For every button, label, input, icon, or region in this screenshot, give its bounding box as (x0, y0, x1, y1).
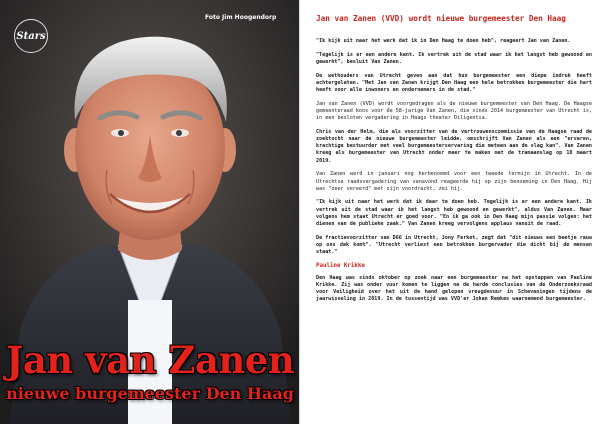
article-page (300, 0, 600, 424)
article-paragraph: Den Haag was sinds oktober op zoek naar een burgemeester na het opstappen van Pauline Krikke. Zij was onder vuur komen te liggen na de harde conclusies van de Onderzoeksraad voor Veiligheid over het uit de hand gelopen vreugdevuur in Scheveningen tijdens de jaarwisseling in 2019. In de tussentijd was VVD'er Johan Remkes waarnemend burgemeester. (316, 274, 592, 303)
article-title: Jan van Zanen (VVD) wordt nieuwe burgemeester Den Haag (316, 14, 566, 23)
article-paragraph: "Tegelijk is er een andere kant. Ik vertrek uit de stad waar ik het langst heb gewoond en gewerkt", besluit Van Zanen. (316, 51, 592, 65)
article-paragraph: "Ik kijk uit naar het werk dat ik daar te doen heb. Tegelijk is er een andere kant. Ik vertrek uit de stad waar ik het langst heb gewoond en gewerkt", aldus Van Zanen. Maar volgens hem staat Utrecht er goed voor. "En ik ga ook in Den Haag mijn passie volgen: het dienen van de publieke zaak." Van Zanen kreeg vervolgens applaus vanuit de raad. (316, 199, 592, 228)
article (316, 14, 592, 310)
logo-text: Stars (16, 30, 46, 42)
subheadline: nieuwe burgemeester Den Haag (6, 384, 294, 403)
article-subheading: Pauline Krikke (316, 262, 365, 269)
photo-credit: Foto Jim Hoogendorp (205, 14, 277, 21)
article-paragraph: Jan van Zanen (VVD) wordt voorgedragen als de nieuwe burgemeester van Den Haag. De Haagse gemeenteraad koos voor de 58-jarige Van Zanen, die sinds 2014 burgemeester van Utrecht is, in een besloten vergadering in Haags theater Diligentia. (316, 100, 593, 122)
stars-logo (14, 19, 48, 53)
article-paragraph: "Ik kijk uit naar het werk dat ik in Den Haag te doen heb", reageert Jan van Zanen. (316, 38, 571, 44)
article-paragraph: De fractievoorzitter van D66 in Utrecht, Jony Ferket, zegt dat "dit nieuws een beetje rauw op ons dak komt". "Utrecht verliest een betrokken burgervader die dicht bij de mensen staat." (316, 234, 593, 256)
article-paragraph: De wethouders van Utrecht geven aan dat hun burgemeester een diepe indruk heeft achtergelaten. "Met Jan van Zanen krijgt Den Haag een hele betrokken burgemeester die hart heeft voor alle inwoners en ondernemers in de stad." (316, 72, 593, 94)
article-paragraph: Van Zanen werd in januari nog herbenoemd voor een tweede termijn in Utrecht. In de Utrechtse raadsvergadering van vanavond reageerde hij op zijn benoeming in Den Haag. Hij was "zeer vereerd" met zijn voordracht, zei hij. (316, 171, 592, 192)
article-paragraph: Chris van der Helm, die als voorzitter van de vertrouwenscommissie van de Haagse raad de zoektocht naar de nieuwe burgemeester leidde, omschrijft Van Zanen als een "ervaren, krachtige bestuurder met veel burgemeesterservaring die meteen aan de slag kan". Van Zanen kreeg als burgemeester van Utrecht onder meer te maken met de tramaanslag op 18 maart 2019. (316, 128, 593, 164)
headline: Jan van Zanen (5, 338, 295, 382)
